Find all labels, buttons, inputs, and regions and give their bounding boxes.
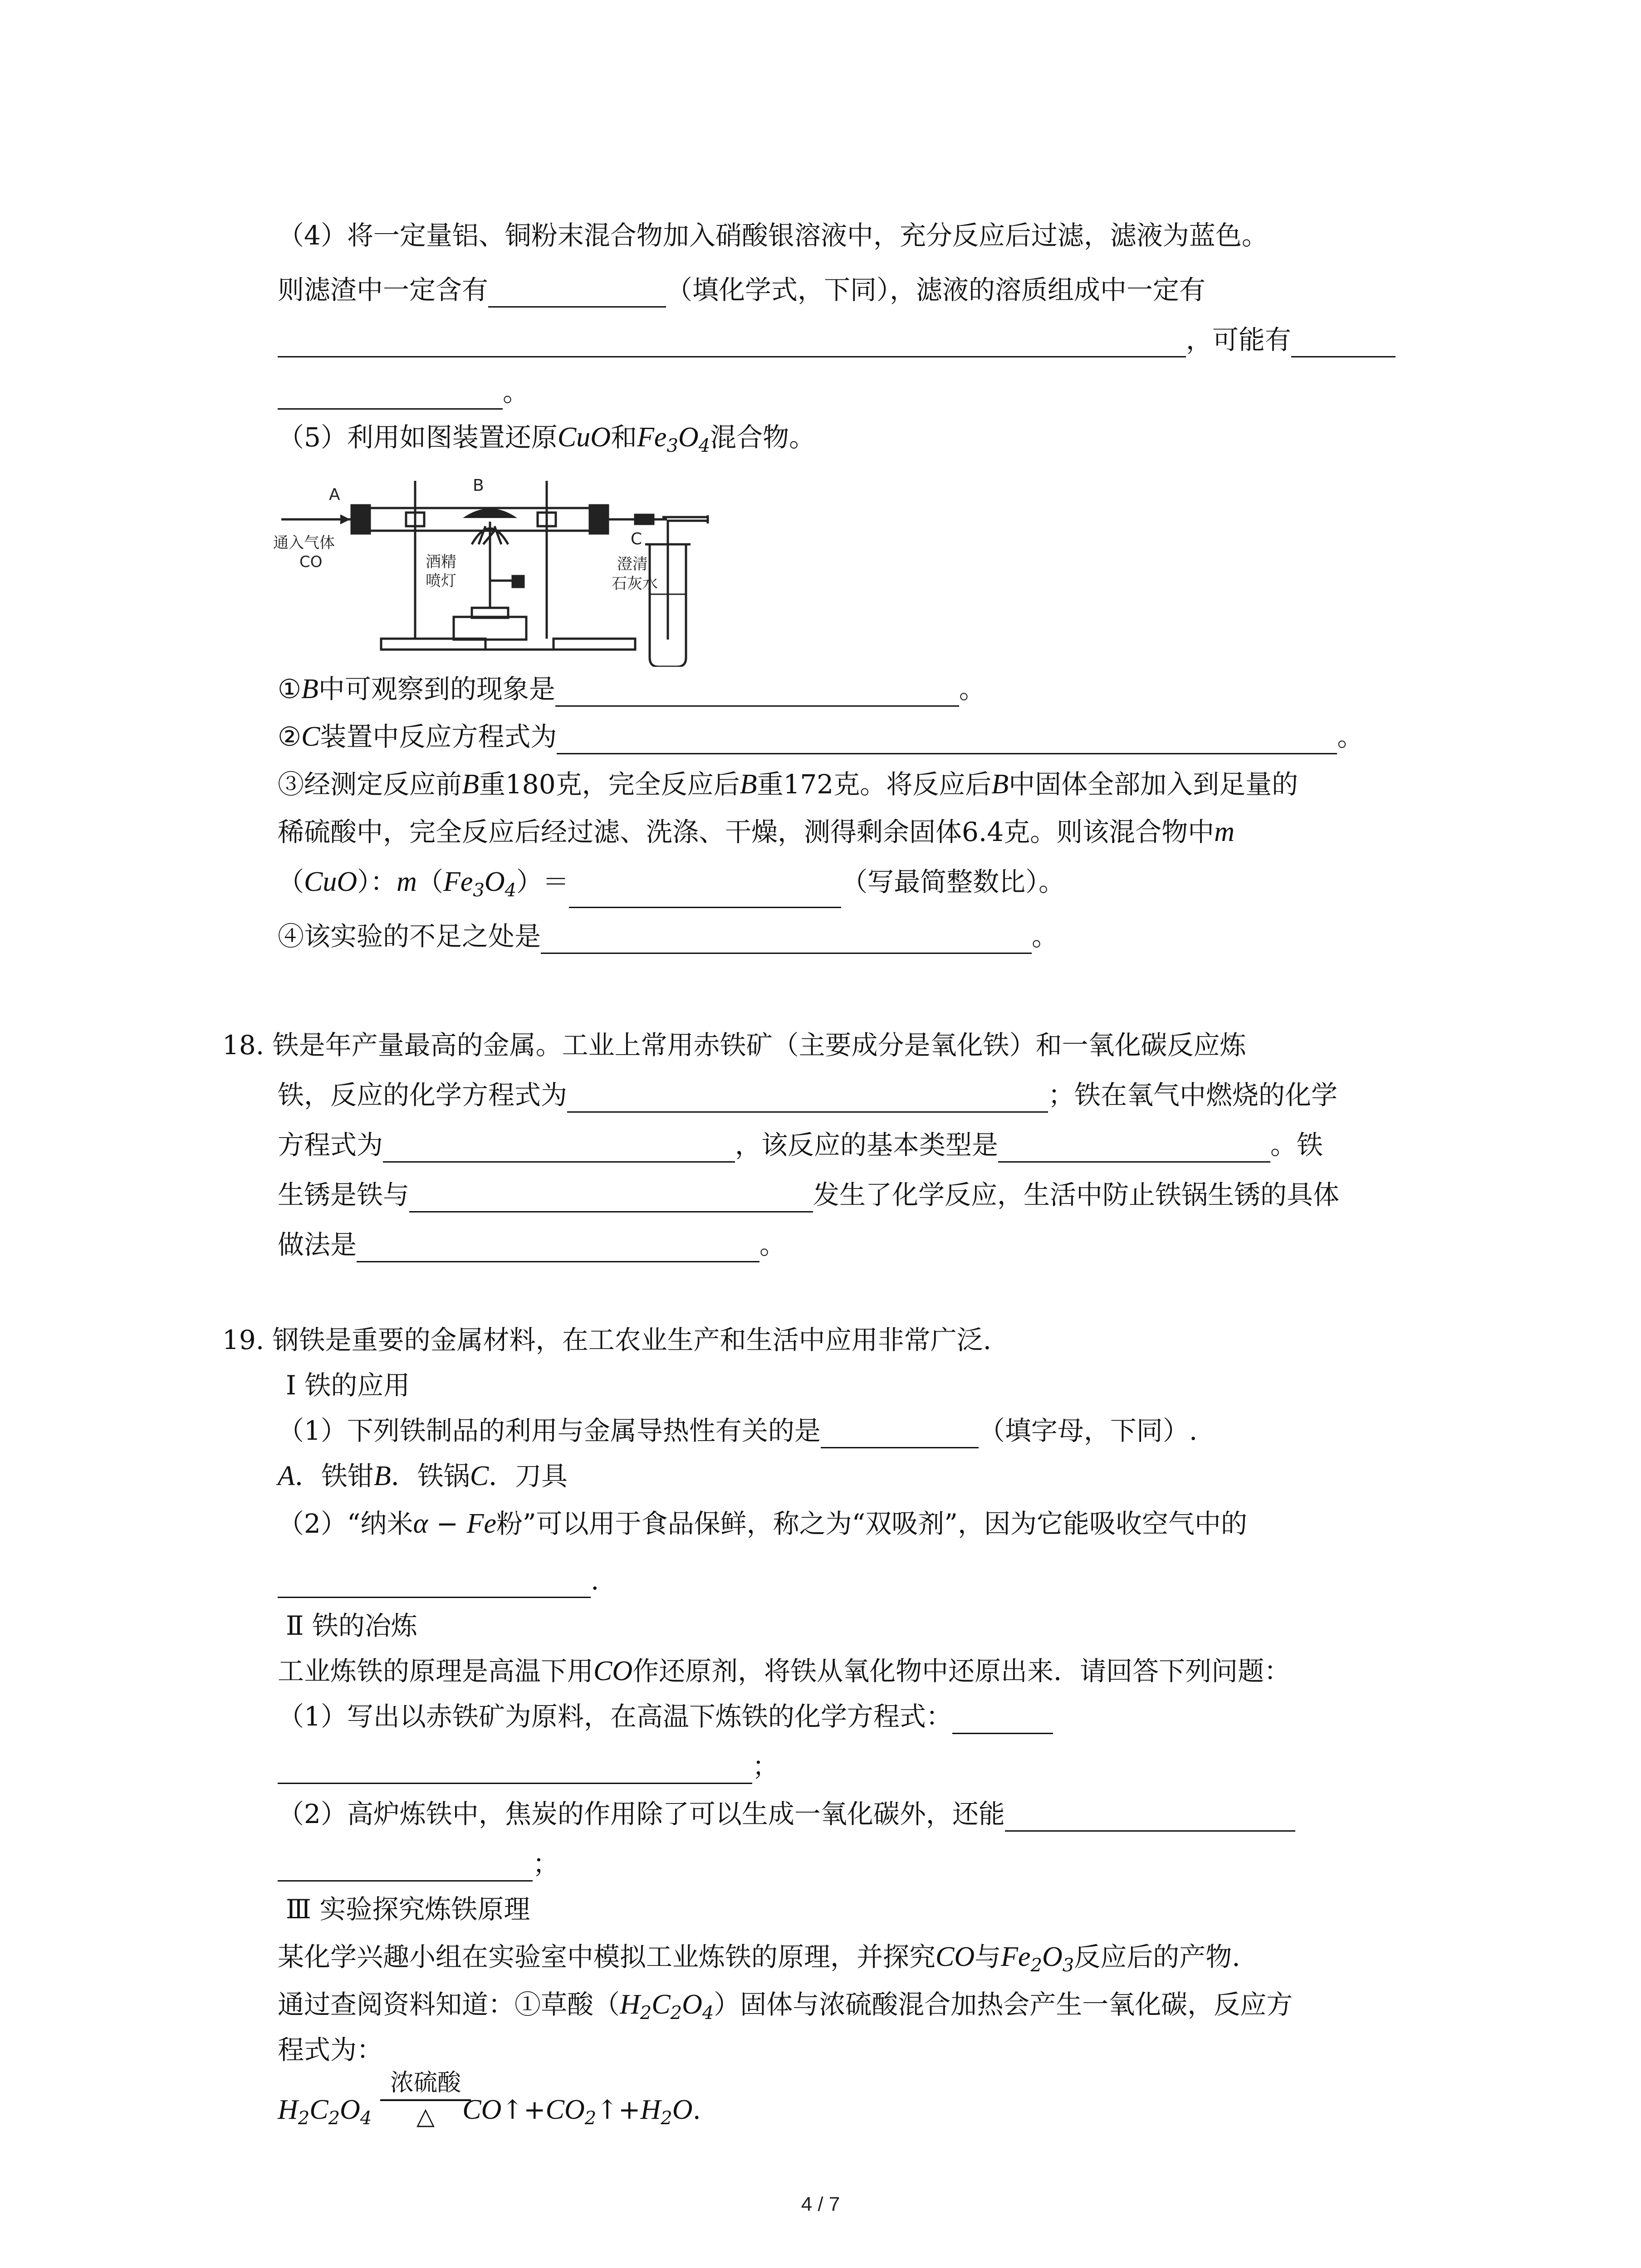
q19-part1-q2: （2）“纳米α − Fe粉”可以用于食品保鲜，称之为“双吸剂”，因为它能吸收空气中的 <box>278 1508 1247 1539</box>
answer-blank[interactable] <box>998 1136 1270 1163</box>
answer-blank[interactable] <box>1291 331 1396 357</box>
label-gas-inlet: 通入气体 <box>273 534 335 552</box>
q18-line5: 做法是 。 <box>278 1227 786 1262</box>
q17-sub1: ①B中可观察到的现象是 。 <box>278 671 985 707</box>
stopper-right <box>590 505 608 533</box>
q17-part4-line2: 则滤渣中一定含有 （填化学式，下同），滤液的溶质组成中一定有 <box>278 272 1205 308</box>
answer-blank[interactable] <box>1005 1805 1295 1832</box>
label-a: A <box>329 485 340 504</box>
heat-symbol: △ <box>416 2103 435 2130</box>
q17-part4-line1: （4）将一定量铝、铜粉末混合物加入硝酸银溶液中，充分反应后过滤，滤液为蓝色。 <box>278 220 1268 251</box>
label-lamp-2: 喷灯 <box>426 572 456 590</box>
reaction-condition <box>380 2068 471 2130</box>
page-number: 4 / 7 <box>801 2193 840 2215</box>
q19-part3-line2: 通过查阅资料知道：①草酸$(H_2C_2O_4)$固体与浓硫酸混合加热会产生一氧化碳，反应方 <box>278 1989 1293 2024</box>
alcohol-lamp <box>454 617 526 640</box>
q19-part3-line1: 某化学兴趣小组在实验室中模拟工业炼铁的原理，并探究CO与$Fe_2O_3$反应后的产物. <box>278 1941 1240 1976</box>
q17-part4-line3: ，可能有 <box>278 322 1396 357</box>
q19-heading-3: Ⅲ 实验探究炼铁原理 <box>286 1894 530 1925</box>
answer-blank[interactable] <box>557 728 1337 754</box>
condition-line <box>380 2099 471 2101</box>
answer-blank[interactable] <box>357 1236 759 1262</box>
q17-sub2: ②C装置中反应方程式为 。 <box>278 719 1363 754</box>
answer-blank[interactable] <box>278 383 503 410</box>
answer-blank[interactable] <box>821 1422 979 1448</box>
stand-base-right <box>554 639 635 650</box>
answer-blank[interactable] <box>278 1571 591 1598</box>
q19-part2-q1: （1）写出以赤铁矿为原料，在高温下炼铁的化学方程式： <box>278 1699 1053 1734</box>
q19-line1: 19. 钢铁是重要的金属材料，在工农业生产和生活中应用非常广泛. <box>222 1325 992 1355</box>
answer-blank[interactable] <box>278 1855 533 1882</box>
solid-sample <box>463 508 517 518</box>
answer-blank[interactable] <box>567 1086 1048 1113</box>
q18-line1: 18. 铁是年产量最高的金属。工业上常用赤铁矿（主要成分是氧化铁）和一氧化碳反应炼 <box>222 1030 1246 1061</box>
q18-line4: 生锈是铁与 发生了化学反应，生活中防止铁锅生锈的具体 <box>278 1177 1339 1212</box>
q17-sub4: ④该实验的不足之处是 。 <box>278 919 1058 954</box>
answer-blank[interactable] <box>555 680 959 707</box>
label-limewater-2: 石灰水 <box>612 575 658 593</box>
answer-blank[interactable] <box>278 1757 752 1784</box>
label-c: C <box>631 530 642 548</box>
label-b: B <box>473 476 484 495</box>
q19-part1-options: A．铁钳B．铁锅C．刀具 <box>278 1461 568 1491</box>
q19-part1-q1: （1）下列铁制品的利用与金属导热性有关的是 （填字母，下同）. <box>278 1413 1197 1448</box>
q19-part2-q2-answer: ； <box>278 1846 559 1882</box>
q19-part2-q2: （2）高炉炼铁中，焦炭的作用除了可以生成一氧化碳外，还能 <box>278 1796 1295 1832</box>
q19-part1-q2-answer: . <box>278 1563 599 1598</box>
label-gas-co: CO <box>299 553 323 571</box>
q18-line2: 铁，反应的化学方程式为 ；铁在氧气中燃烧的化学 <box>278 1077 1337 1113</box>
q17-part5-intro: （5）利用如图装置还原CuO和$Fe_3O_4$混合物。 <box>278 422 816 456</box>
answer-blank[interactable] <box>409 1186 813 1212</box>
q17-sub3-line2: 稀硫酸中，完全反应后经过滤、洗涤、干燥，测得剩余固体6.4克。则该混合物中m <box>278 816 1235 847</box>
q17-sub3-line3: （CuO）：$m(Fe_3O_4)=$ （写最简整数比）。 <box>278 864 1065 908</box>
answer-blank[interactable] <box>952 1707 1053 1734</box>
apparatus-figure <box>272 467 730 667</box>
q19-part2-intro: 工业炼铁的原理是高温下用CO作还原剂，将铁从氧化物中还原出来．请回答下列问题： <box>278 1656 1291 1686</box>
q18-line3: 方程式为 ，该反应的基本类型是 。铁 <box>278 1127 1323 1163</box>
answer-blank[interactable] <box>278 331 1186 357</box>
q19-part3-line3: 程式为： <box>278 2034 383 2065</box>
answer-blank[interactable] <box>541 927 1032 954</box>
condition-catalyst: 浓硫酸 <box>390 2069 461 2097</box>
stopper-left <box>352 505 370 533</box>
answer-blank[interactable] <box>569 881 841 908</box>
label-limewater-1: 澄清 <box>617 555 648 573</box>
q17-sub3-line1: ③经测定反应前B重180克，完全反应后B重172克。将反应后B中固体全部加入到足量的 <box>278 769 1298 800</box>
answer-blank[interactable] <box>488 281 666 308</box>
reaction-equation: $H_2C_2O_4$ $CO↑+CO_2↑+H_2O$. <box>278 2094 701 2129</box>
answer-blank[interactable] <box>383 1136 735 1163</box>
label-lamp-1: 酒精 <box>426 553 456 571</box>
q17-part4-line4: 。 <box>278 374 529 410</box>
q19-part2-q1-answer: ； <box>278 1749 779 1784</box>
q19-heading-1: Ⅰ 铁的应用 <box>286 1370 410 1401</box>
q19-heading-2: Ⅱ 铁的冶炼 <box>286 1610 417 1641</box>
